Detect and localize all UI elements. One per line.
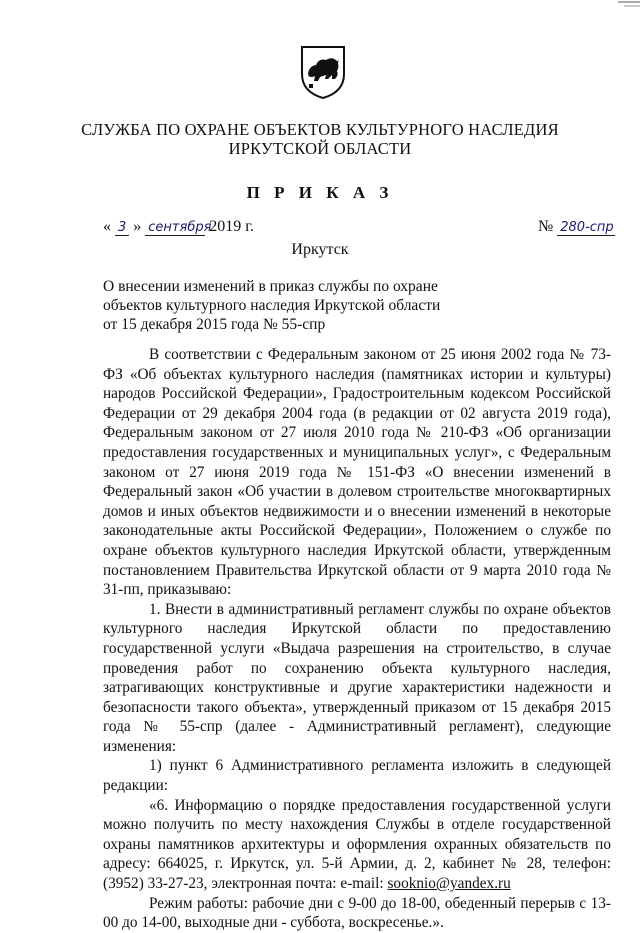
order-body [103, 345, 611, 933]
quoted-clause-6 [103, 796, 611, 894]
subject-line: О внесении изменений в приказ службы по охране [103, 278, 438, 295]
agency-name-line2: ИРКУТСКОЙ ОБЛАСТИ [228, 139, 412, 158]
date-year: 2019 г. [209, 218, 255, 235]
number-prefix: № [538, 218, 554, 235]
item-1-paragraph: 1. Внести в административный регламент службы по охране объектов культурного наследия Иркутской области по предоставлению государственной услуги «Выдача разрешения на строительство, в случае проведения работ по сохранению объекта культурного наследия, затрагивающих конструктивные и другие характеристики надежности и безопасности такого объекта», утвержденный приказом от 15 декабря 2015 года № 55-спр (далее - Административный регламент), следующие изменения: [103, 600, 611, 755]
number-value-handwritten: 280-спр [557, 220, 615, 236]
agency-name-line1: СЛУЖБА ПО ОХРАНЕ ОБЪЕКТОВ КУЛЬТУРНОГО НАСЛЕДИЯ [81, 120, 559, 139]
corner-mark [618, 0, 640, 12]
order-subject [103, 277, 440, 334]
order-number [538, 218, 615, 236]
email-link[interactable]: sooknio@yandex.ru [387, 875, 511, 893]
subject-line: объектов культурного наследия Иркутской области [103, 297, 441, 314]
quoted-clause-text: «6. Информацию о порядке предоставления государственной услуги можно получить по месту нахождения Службы в отделе государственной охраны памятников архитектуры и оформления охранных обязательств по адресу: 664025, г. Иркутск, ул. 5-й Армии, д. 2, кабинет № 28, телефон: (3952) 33-27-23, электронная почта: e-mail: [103, 796, 611, 893]
date-month-handwritten: сентября [145, 220, 205, 236]
date-day-handwritten: 3 [115, 220, 129, 236]
schedule-paragraph: Режим работы: рабочие дни с 9-00 до 18-00, обеденный перерыв с 13-00 до 14-00, выходные дни - суббота, воскресенье.». [103, 894, 611, 932]
order-title: П Р И К А З [246, 183, 394, 202]
date-open-quote: « [103, 218, 111, 235]
subject-line: от 15 декабря 2015 года № 55-спр [103, 316, 326, 333]
coat-of-arms-emblem [299, 44, 347, 100]
preamble-paragraph: В соответствии с Федеральным законом от 25 июня 2002 года № 73-ФЗ «Об объектах культурного наследия (памятниках истории и культуры) народов Российской Федерации», Градостроительным кодексом Российской Федерации от 29 декабря 2004 года (в редакции от 02 августа 2019 года), Федеральным законом от 27 июля 2010 года № 210-ФЗ «Об организации предоставления государственных и муниципальных услуг», с Федеральным законом от 27 июня 2019 года № 151-ФЗ «О внесении изменений в Федеральный закон «Об участии в долевом строительстве многоквартирных домов и иных объектов недвижимости и о внесении изменений в некоторые законодательные акты Российской Федерации», Положением о службе по охране объектов культурного наследия Иркутской области, утвержденным постановлением Правительства Иркутской области от 9 марта 2010 года № 31-пп, приказываю: [103, 346, 611, 599]
order-date [103, 218, 254, 236]
date-close-quote: » [133, 218, 142, 235]
subitem-1-paragraph: 1) пункт 6 Административного регламента изложить в следующей редакции: [103, 757, 611, 795]
city: Иркутск [291, 241, 349, 258]
